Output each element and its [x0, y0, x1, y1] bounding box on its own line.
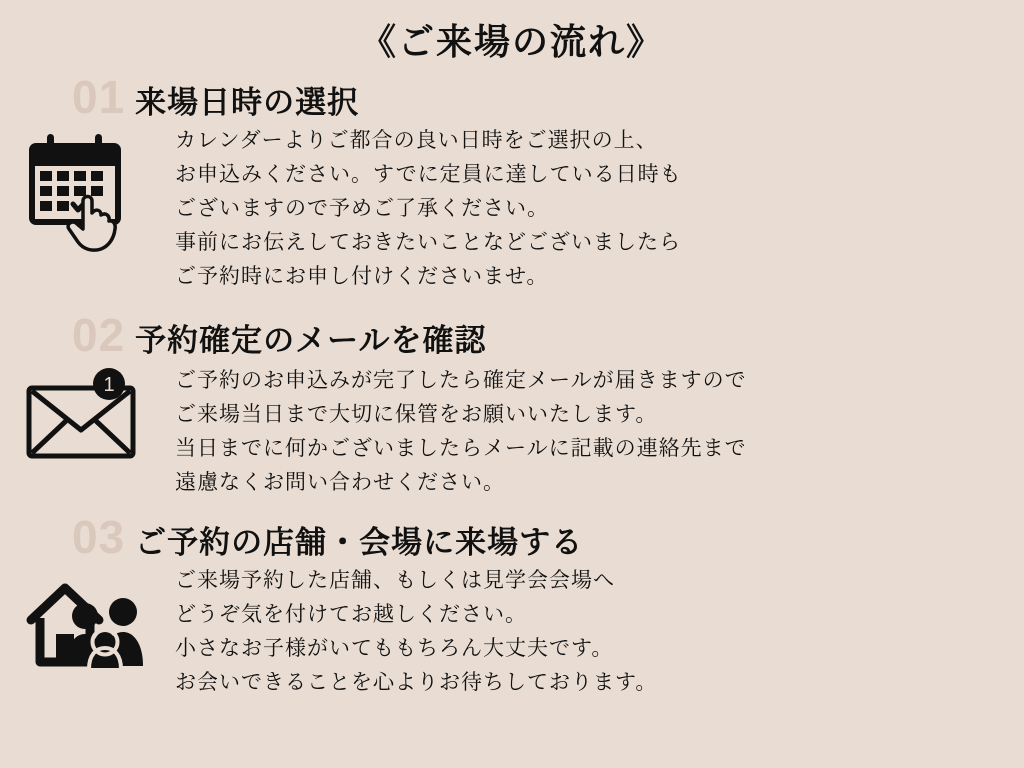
step-3-number: 03 — [72, 510, 126, 563]
step-1-icon-box — [0, 122, 175, 253]
step-item-2 — [0, 308, 1024, 500]
step-1-line-4: 事前にお伝えしておきたいことなどございましたら — [175, 230, 681, 254]
step-3-line-2: どうぞ気を付けてお越しください。 — [175, 602, 527, 626]
step-3-line-4: お会いできることを心よりお待ちしております。 — [175, 670, 658, 694]
step-2-line-2: ご来場当日まで大切に保管をお願いいたします。 — [175, 402, 658, 426]
envelope-badge-icon — [23, 368, 153, 463]
step-3-body — [0, 562, 1024, 700]
step-1-header — [0, 70, 1024, 123]
step-2-body — [0, 362, 1024, 500]
step-item-3 — [0, 510, 1024, 700]
step-1-line-2: お申込みください。すでに定員に達している日時も — [175, 162, 682, 186]
house-family-icon — [23, 568, 153, 673]
step-3-description — [175, 562, 657, 700]
step-2-icon-box — [0, 362, 175, 463]
step-2-number: 02 — [72, 308, 126, 361]
step-3-line-3: 小さなお子様がいてももちろん大丈夫です。 — [175, 636, 614, 660]
step-1-title: 来場日時の選択 — [135, 84, 360, 120]
step-2-header — [0, 308, 1024, 361]
step-1-description — [175, 122, 682, 294]
step-3-title: ご予約の店舗・会場に来場する — [135, 524, 584, 560]
step-1-line-3: ございますので予めご了承ください。 — [175, 196, 549, 220]
step-3-icon-box — [0, 562, 175, 673]
step-3-line-1: ご来場予約した店舗、もしくは見学会会場へ — [175, 568, 615, 592]
calendar-hand-icon — [23, 128, 153, 253]
step-2-description — [175, 362, 747, 500]
step-2-line-3: 当日までに何かございましたらメールに記載の連絡先まで — [175, 436, 747, 460]
step-2-line-4: 遠慮なくお問い合わせください。 — [175, 470, 505, 494]
step-2-line-1: ご予約のお申込みが完了したら確定メールが届きますので — [175, 368, 747, 392]
step-1-body — [0, 122, 1024, 294]
step-1-line-1: カレンダーよりご都合の良い日時をご選択の上、 — [175, 128, 658, 152]
envelope-badge-count: 1 — [102, 373, 115, 396]
step-1-line-5: ご予約時にお申し付けくださいませ。 — [175, 264, 549, 288]
step-1-number: 01 — [72, 70, 126, 123]
page-title: 《ご来場の流れ》 — [359, 21, 664, 62]
step-2-title: 予約確定のメールを確認 — [135, 322, 487, 358]
step-3-header — [0, 510, 1024, 563]
step-item-1 — [0, 70, 1024, 294]
